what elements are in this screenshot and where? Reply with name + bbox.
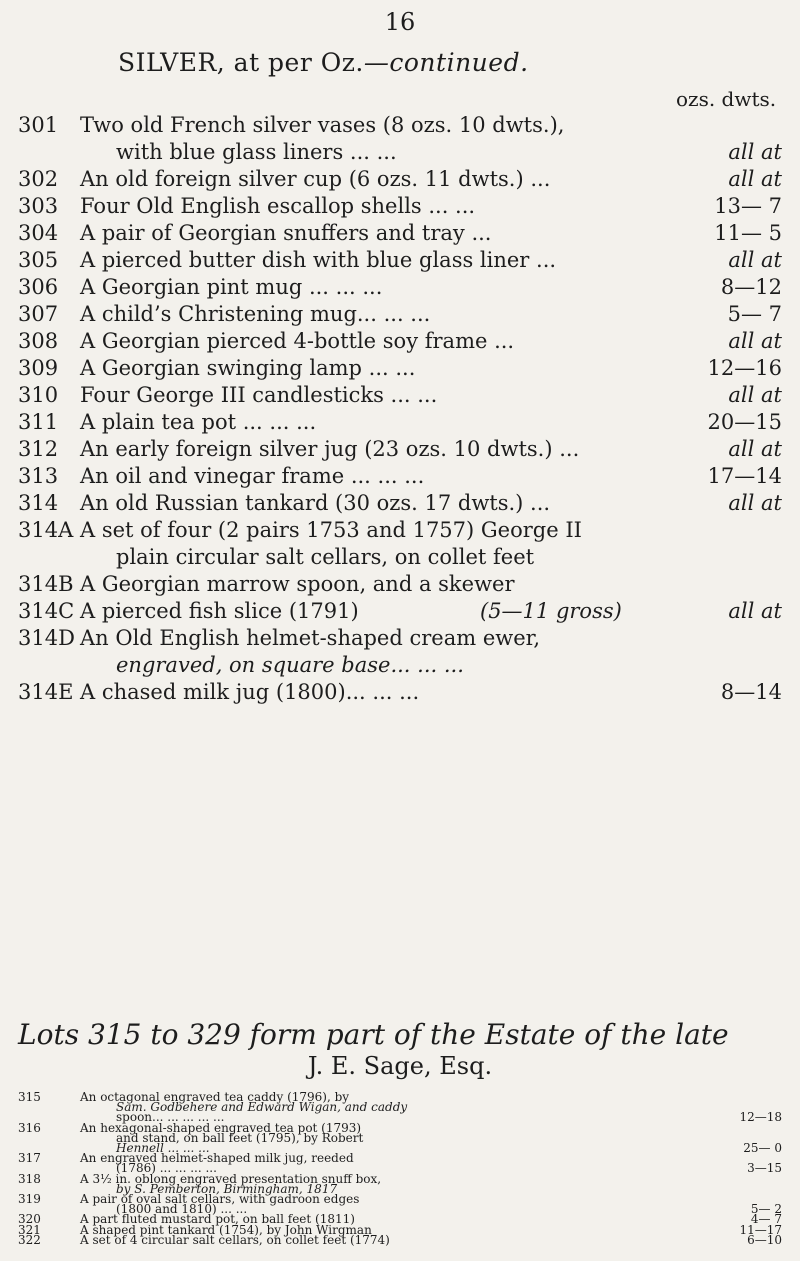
lot-line	[0, 274, 800, 301]
lot-number: 314B	[18, 572, 74, 596]
lot-line	[0, 328, 800, 355]
lot-description: An old foreign silver cup (6 ozs. 11 dwts.) ...	[80, 167, 551, 191]
lot-description: An Old English helmet-shaped cream ewer,	[80, 626, 541, 650]
lot-entry	[0, 625, 800, 679]
lot-line	[0, 193, 800, 220]
lot-description: plain circular salt cellars, on collet feet	[116, 545, 535, 569]
lot-price: 4— 7	[750, 1212, 782, 1226]
lot-number: 304	[18, 221, 59, 245]
lot-description: Four Old English escallop shells ... ...	[80, 194, 476, 218]
running-head-title: SILVER, at per Oz.	[118, 48, 364, 77]
lot-number: 301	[18, 113, 59, 137]
lot-number: 316	[18, 1121, 41, 1135]
lot-number: 310	[18, 383, 59, 407]
lot-entry	[0, 1194, 800, 1214]
lot-entry	[0, 598, 800, 625]
lot-price: all at	[728, 248, 782, 272]
lot-description: A set of 4 circular salt cellars, on collet feet (1774)	[80, 1233, 390, 1247]
lot-description: engraved, on square base... ... ...	[116, 653, 464, 677]
lot-description: A plain tea pot ... ... ...	[80, 410, 317, 434]
lot-entry	[0, 193, 800, 220]
lot-description: by S. Pemberton, Birmingham, 1817	[116, 1182, 338, 1196]
lot-line	[0, 571, 800, 598]
lot-price: 8—14	[720, 680, 782, 704]
lot-description: Hennell ... ... ...	[116, 1141, 210, 1155]
lot-entry	[0, 571, 800, 598]
lot-entry	[0, 436, 800, 463]
lot-description: A pierced fish slice (1791)	[80, 599, 359, 623]
lot-description: An early foreign silver jug (23 ozs. 10 dwts.) ...	[80, 437, 580, 461]
lot-description: with blue glass liners ... ...	[116, 140, 397, 164]
lot-line	[0, 382, 800, 409]
page-number: 16	[384, 8, 416, 36]
lot-number: 311	[18, 410, 59, 434]
lot-price: 20—15	[707, 410, 782, 434]
lot-number: 314C	[18, 599, 75, 623]
lot-description: A Georgian swinging lamp ... ...	[80, 356, 416, 380]
lot-line	[0, 1235, 800, 1245]
lot-entry	[0, 355, 800, 382]
lot-line	[0, 652, 800, 679]
lot-price: 11—17	[739, 1223, 782, 1237]
lot-entry	[0, 247, 800, 274]
lot-number: 318	[18, 1172, 41, 1186]
lot-entry	[0, 1235, 800, 1245]
lot-price: 17—14	[707, 464, 782, 488]
lot-entry	[0, 1153, 800, 1173]
lot-number: 320	[18, 1212, 41, 1226]
lot-entry	[0, 382, 800, 409]
lot-entry	[0, 463, 800, 490]
lot-price: all at	[728, 167, 782, 191]
lot-line	[0, 220, 800, 247]
lot-number: 303	[18, 194, 59, 218]
lot-number: 315	[18, 1090, 41, 1104]
lot-number: 313	[18, 464, 59, 488]
lot-number: 321	[18, 1223, 41, 1237]
lot-number: 319	[18, 1192, 41, 1206]
lot-line	[0, 598, 800, 625]
estate-name: J. E. Sage, Esq.	[307, 1052, 493, 1080]
lot-description: A Georgian pint mug ... ... ...	[80, 275, 383, 299]
lot-entry	[0, 112, 800, 166]
lot-price: 25— 0	[743, 1141, 782, 1155]
lot-number: 314A	[18, 518, 74, 542]
lot-entry	[0, 1174, 800, 1194]
lot-number: 302	[18, 167, 59, 191]
lot-entry	[0, 1123, 800, 1153]
lot-price: 12—18	[739, 1110, 782, 1124]
lot-description: spoon... ... ... ... ...	[116, 1110, 225, 1124]
lot-description: A Georgian pierced 4-bottle soy frame ...	[80, 329, 515, 353]
lot-number: 317	[18, 1151, 41, 1165]
lot-number: 305	[18, 248, 59, 272]
lot-price: all at	[728, 599, 782, 623]
lot-description: A shaped pint tankard (1754), by John Wirgman	[80, 1223, 372, 1237]
lot-description: An old Russian tankard (30 ozs. 17 dwts.) ...	[80, 491, 551, 515]
lot-price: 13— 7	[714, 194, 782, 218]
lot-line	[0, 112, 800, 139]
lot-price: 5— 7	[727, 302, 782, 326]
lot-description: An octagonal engraved tea caddy (1796), by	[80, 1090, 350, 1104]
lot-entry	[0, 409, 800, 436]
lot-number: 306	[18, 275, 59, 299]
lot-price: all at	[728, 140, 782, 164]
lot-line	[0, 517, 800, 544]
lot-line	[0, 409, 800, 436]
lot-description: A pair of oval salt cellars, with gadroon edges	[80, 1192, 360, 1206]
lot-description: An hexagonal-shaped engraved tea pot (1793)	[80, 1121, 362, 1135]
lot-line	[0, 463, 800, 490]
lot-number: 314D	[18, 626, 75, 650]
lot-entry	[0, 274, 800, 301]
lot-number: 309	[18, 356, 59, 380]
lot-line	[0, 436, 800, 463]
lot-description: Two old French silver vases (8 ozs. 10 dwts.),	[80, 113, 565, 137]
lot-description: A pair of Georgian snuffers and tray ...	[80, 221, 492, 245]
lot-price: 8—12	[720, 275, 782, 299]
lot-number: 308	[18, 329, 59, 353]
lot-price: 3—15	[747, 1161, 782, 1175]
lot-price: 12—16	[707, 356, 782, 380]
lot-description: A chased milk jug (1800)... ... ...	[80, 680, 420, 704]
lot-line	[0, 166, 800, 193]
lot-description: A Georgian marrow spoon, and a skewer	[80, 572, 515, 596]
lot-description: (1800 and 1810) ... ...	[116, 1202, 248, 1216]
lot-number: 307	[18, 302, 59, 326]
lot-entry	[0, 328, 800, 355]
lot-price: all at	[728, 329, 782, 353]
lot-price: 5— 2	[750, 1202, 782, 1216]
lot-entry	[0, 517, 800, 571]
lot-description: A pierced butter dish with blue glass liner ...	[80, 248, 557, 272]
lot-price: 6—10	[747, 1233, 782, 1247]
lot-description: A part fluted mustard pot, on ball feet (1811)	[80, 1212, 355, 1226]
lot-line	[0, 139, 800, 166]
lot-line	[0, 544, 800, 571]
lot-description: A 3½ in. oblong engraved presentation snuff box,	[80, 1172, 382, 1186]
lot-number: 322	[18, 1233, 41, 1247]
lot-line	[0, 490, 800, 517]
lot-entry	[0, 679, 800, 706]
lot-gross-weight: (5—11 gross)	[480, 599, 622, 623]
unit-header: ozs. dwts.	[676, 87, 777, 111]
lot-description: Sam. Godbehere and Edward Wigan, and caddy	[116, 1100, 408, 1114]
lot-entry	[0, 1092, 800, 1122]
section-heading: Lots 315 to 329 form part of the Estate of the late	[18, 1018, 729, 1051]
lot-description: A set of four (2 pairs 1753 and 1757) George II	[80, 518, 582, 542]
lot-description: and stand, on ball feet (1795), by Robert	[116, 1131, 364, 1145]
lot-line	[0, 355, 800, 382]
lot-entry	[0, 166, 800, 193]
lot-line	[0, 679, 800, 706]
lot-description: An engraved helmet-shaped milk jug, reeded	[80, 1151, 354, 1165]
lot-entry	[0, 490, 800, 517]
lot-number: 312	[18, 437, 59, 461]
lot-description: Four George III candlesticks ... ...	[80, 383, 438, 407]
lot-entry	[0, 220, 800, 247]
lot-entry	[0, 301, 800, 328]
lot-description: (1786) ... ... ... ...	[116, 1161, 217, 1175]
lot-line	[0, 625, 800, 652]
lot-description: An oil and vinegar frame ... ... ...	[80, 464, 425, 488]
lot-price: 11— 5	[714, 221, 782, 245]
lot-price: all at	[728, 491, 782, 515]
lot-number: 314E	[18, 680, 74, 704]
lot-price: all at	[728, 383, 782, 407]
running-head-continued: —continued.	[363, 48, 529, 77]
lot-description: A child’s Christening mug... ... ...	[80, 302, 431, 326]
lot-number: 314	[18, 491, 59, 515]
running-head	[118, 48, 529, 77]
lot-line	[0, 247, 800, 274]
lot-price: all at	[728, 437, 782, 461]
lot-line	[0, 301, 800, 328]
